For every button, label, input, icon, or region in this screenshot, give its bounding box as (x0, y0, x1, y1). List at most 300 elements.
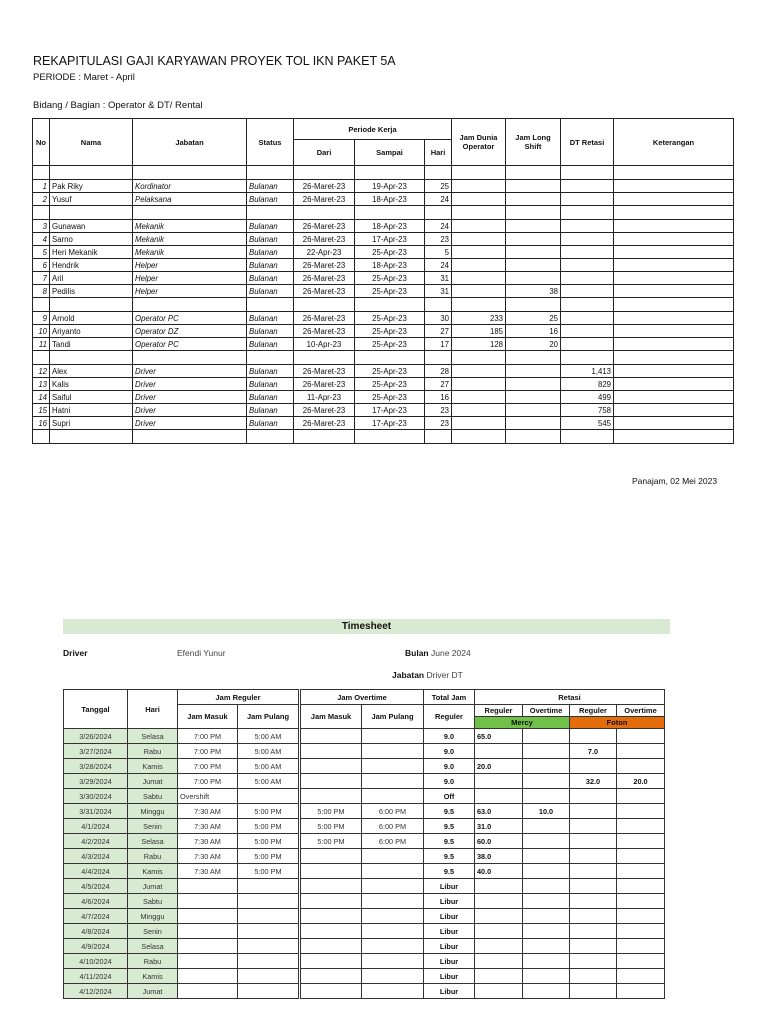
reg-masuk-cell: 7:30 AM (178, 864, 238, 879)
ts-header-foton: Foton (570, 717, 665, 729)
mercy-overtime-cell (523, 834, 570, 849)
jabatan-cell: Operator DZ (133, 325, 247, 338)
tanggal-cell: 4/9/2024 (64, 939, 128, 954)
ot-masuk-cell (300, 864, 362, 879)
ts-header-foton-reguler: Reguler (570, 705, 617, 717)
no-cell: 9 (33, 312, 50, 325)
hari-cell: 27 (425, 378, 452, 391)
dt-retasi-cell (561, 312, 614, 325)
ot-pulang-cell (362, 879, 424, 894)
timesheet-row (64, 939, 711, 954)
hari-cell: Senin (128, 819, 178, 834)
hari-cell: Kamis (128, 864, 178, 879)
no-cell (33, 298, 50, 312)
mercy-reguler-cell (475, 939, 523, 954)
table-row (33, 325, 734, 338)
jam-long-cell (506, 417, 561, 430)
foton-overtime-cell (617, 969, 665, 984)
status-cell: Bulanan (247, 233, 294, 246)
tanggal-cell: 3/30/2024 (64, 789, 128, 804)
ot-masuk-cell (300, 894, 362, 909)
timesheet-table-body (64, 729, 711, 999)
keterangan-cell (614, 272, 734, 285)
dt-retasi-cell (561, 325, 614, 338)
sampai-cell (355, 430, 425, 444)
reg-pulang-cell (238, 954, 300, 969)
tanggal-cell: 3/26/2024 (64, 729, 128, 744)
foton-overtime-cell (617, 834, 665, 849)
hari-cell: Selasa (128, 834, 178, 849)
dari-cell: 26-Maret-23 (294, 193, 355, 206)
status-cell: Bulanan (247, 259, 294, 272)
jabatan-cell: Operator PC (133, 312, 247, 325)
foton-reguler-cell (570, 849, 617, 864)
ot-pulang-cell (362, 969, 424, 984)
mercy-overtime-cell (523, 729, 570, 744)
jabatan-cell: Driver (133, 391, 247, 404)
driver-name: Efendi Yunur (177, 648, 226, 658)
table-row (33, 285, 734, 298)
mercy-overtime-cell (523, 774, 570, 789)
nama-cell (50, 351, 133, 365)
foton-overtime-cell (617, 789, 665, 804)
sampai-cell: 18-Apr-23 (355, 193, 425, 206)
ot-masuk-cell (300, 789, 362, 804)
foton-overtime-cell (617, 759, 665, 774)
mercy-reguler-cell: 31.0 (475, 819, 523, 834)
ts-header-ot-masuk: Jam Masuk (300, 705, 362, 729)
timesheet-row (64, 879, 711, 894)
foton-overtime-cell (617, 744, 665, 759)
reg-masuk-cell (178, 954, 238, 969)
keterangan-cell (614, 351, 734, 365)
ts-header-total-jam: Total Jam (424, 690, 475, 705)
keterangan-cell (614, 285, 734, 298)
no-cell: 2 (33, 193, 50, 206)
tanggal-cell: 3/28/2024 (64, 759, 128, 774)
nama-cell: Heri Mekanik (50, 246, 133, 259)
status-cell (247, 351, 294, 365)
foton-reguler-cell (570, 834, 617, 849)
foton-reguler-cell (570, 729, 617, 744)
dari-cell: 26-Maret-23 (294, 285, 355, 298)
timesheet-row (64, 954, 711, 969)
foton-overtime-cell: 20.0 (617, 774, 665, 789)
total-jam-cell: 9.5 (424, 804, 475, 819)
ot-masuk-cell (300, 879, 362, 894)
header-status: Status (247, 119, 294, 166)
ot-pulang-cell: 6:00 PM (362, 834, 424, 849)
timesheet-row (64, 924, 711, 939)
table-row (33, 193, 734, 206)
dt-retasi-cell (561, 193, 614, 206)
dt-retasi-cell: 758 (561, 404, 614, 417)
tanggal-cell: 4/12/2024 (64, 984, 128, 999)
reg-pulang-cell (238, 939, 300, 954)
total-jam-cell: 9.5 (424, 834, 475, 849)
ot-masuk-cell (300, 759, 362, 774)
no-cell (33, 351, 50, 365)
total-jam-cell: 9.0 (424, 774, 475, 789)
jabatan-cell: Mekanik (133, 220, 247, 233)
hari-cell: Rabu (128, 954, 178, 969)
jam-long-cell (506, 298, 561, 312)
mercy-overtime-cell (523, 894, 570, 909)
dari-cell (294, 430, 355, 444)
ts-header-jam-reguler: Jam Reguler (178, 690, 300, 705)
hari-cell: Selasa (128, 939, 178, 954)
nama-cell: Aril (50, 272, 133, 285)
sampai-cell: 25-Apr-23 (355, 246, 425, 259)
mercy-reguler-cell: 60.0 (475, 834, 523, 849)
ts-header-mercy-overtime: Overtime (523, 705, 570, 717)
timesheet-row (64, 834, 711, 849)
hari-cell: 24 (425, 220, 452, 233)
dari-cell: 10-Apr-23 (294, 338, 355, 351)
jam-dunia-cell (452, 180, 506, 193)
hari-cell: 31 (425, 285, 452, 298)
dt-retasi-cell (561, 220, 614, 233)
keterangan-cell (614, 193, 734, 206)
header-nama: Nama (50, 119, 133, 166)
mercy-overtime-cell: 10.0 (523, 804, 570, 819)
total-jam-cell: 9.0 (424, 759, 475, 774)
jabatan-cell: Mekanik (133, 233, 247, 246)
ts-header-hari: Hari (128, 690, 178, 729)
tanggal-cell: 4/11/2024 (64, 969, 128, 984)
table-row (33, 417, 734, 430)
no-cell (33, 166, 50, 180)
jam-long-cell: 16 (506, 325, 561, 338)
jabatan-cell: Driver (133, 378, 247, 391)
reg-masuk-cell (178, 879, 238, 894)
timesheet-title: Timesheet (63, 619, 670, 634)
total-jam-cell: Libur (424, 879, 475, 894)
bulan-field (405, 648, 471, 658)
jam-dunia-cell (452, 430, 506, 444)
dari-cell (294, 206, 355, 220)
reg-masuk-cell: 7:00 PM (178, 759, 238, 774)
dt-retasi-cell (561, 298, 614, 312)
sampai-cell: 25-Apr-23 (355, 365, 425, 378)
mercy-reguler-cell: 65.0 (475, 729, 523, 744)
reg-pulang-cell: 5:00 PM (238, 864, 300, 879)
jam-long-cell (506, 246, 561, 259)
ot-pulang-cell (362, 864, 424, 879)
sampai-cell: 25-Apr-23 (355, 285, 425, 298)
no-cell: 8 (33, 285, 50, 298)
timesheet-row (64, 849, 711, 864)
sampai-cell (355, 351, 425, 365)
ot-masuk-cell (300, 969, 362, 984)
ot-masuk-cell (300, 954, 362, 969)
status-cell (247, 166, 294, 180)
mercy-reguler-cell: 40.0 (475, 864, 523, 879)
mercy-overtime-cell (523, 759, 570, 774)
jam-long-cell (506, 233, 561, 246)
tanggal-cell: 4/10/2024 (64, 954, 128, 969)
nama-cell: Supri (50, 417, 133, 430)
timesheet-row (64, 744, 711, 759)
reg-pulang-cell (238, 789, 300, 804)
ot-masuk-cell (300, 774, 362, 789)
jam-dunia-cell (452, 365, 506, 378)
ot-pulang-cell (362, 954, 424, 969)
jabatan-cell: Kordinator (133, 180, 247, 193)
hari-cell (425, 298, 452, 312)
no-cell: 6 (33, 259, 50, 272)
jam-long-cell (506, 272, 561, 285)
status-cell: Bulanan (247, 246, 294, 259)
foton-overtime-cell (617, 729, 665, 744)
sampai-cell: 25-Apr-23 (355, 391, 425, 404)
timesheet-row (64, 759, 711, 774)
dari-cell: 22-Apr-23 (294, 246, 355, 259)
ot-masuk-cell (300, 924, 362, 939)
nama-cell: Arnold (50, 312, 133, 325)
total-jam-cell: Libur (424, 924, 475, 939)
mercy-reguler-cell (475, 789, 523, 804)
periode-text: PERIODE : Maret - April (33, 72, 135, 83)
foton-reguler-cell (570, 909, 617, 924)
sampai-cell (355, 298, 425, 312)
header-periode: Periode Kerja (294, 119, 452, 140)
reg-pulang-cell (238, 894, 300, 909)
reg-masuk-cell (178, 939, 238, 954)
mercy-reguler-cell (475, 879, 523, 894)
no-cell: 4 (33, 233, 50, 246)
foton-overtime-cell (617, 954, 665, 969)
jabatan-value: Driver DT (426, 670, 463, 680)
spacer-row (33, 430, 734, 444)
hari-cell: 16 (425, 391, 452, 404)
ts-header-total-reguler: Reguler (424, 705, 475, 729)
foton-overtime-cell (617, 924, 665, 939)
bidang-text: Bidang / Bagian : Operator & DT/ Rental (33, 100, 203, 111)
no-cell: 3 (33, 220, 50, 233)
hari-cell: 17 (425, 338, 452, 351)
nama-cell: Hendrik (50, 259, 133, 272)
header-dari: Dari (294, 140, 355, 166)
reg-pulang-cell (238, 984, 300, 999)
keterangan-cell (614, 338, 734, 351)
sampai-cell: 25-Apr-23 (355, 325, 425, 338)
dt-retasi-cell (561, 166, 614, 180)
jam-dunia-cell (452, 298, 506, 312)
jam-dunia-cell: 128 (452, 338, 506, 351)
dt-retasi-cell (561, 351, 614, 365)
dt-retasi-cell: 829 (561, 378, 614, 391)
hari-cell: 23 (425, 233, 452, 246)
ot-masuk-cell (300, 729, 362, 744)
tanggal-cell: 3/27/2024 (64, 744, 128, 759)
hari-cell: Selasa (128, 729, 178, 744)
sampai-cell: 17-Apr-23 (355, 417, 425, 430)
jam-long-cell: 38 (506, 285, 561, 298)
timesheet-row (64, 789, 711, 804)
reg-masuk-cell: 7:00 PM (178, 774, 238, 789)
status-cell (247, 298, 294, 312)
mercy-reguler-cell (475, 744, 523, 759)
jam-long-cell (506, 166, 561, 180)
nama-cell: Ariyanto (50, 325, 133, 338)
reg-masuk-cell: 7:30 AM (178, 819, 238, 834)
foton-overtime-cell (617, 939, 665, 954)
status-cell: Bulanan (247, 180, 294, 193)
total-jam-cell: Libur (424, 909, 475, 924)
sampai-cell: 17-Apr-23 (355, 233, 425, 246)
hari-cell (425, 430, 452, 444)
table-row (33, 404, 734, 417)
jam-dunia-cell (452, 272, 506, 285)
mercy-overtime-cell (523, 864, 570, 879)
status-cell (247, 430, 294, 444)
foton-reguler-cell (570, 804, 617, 819)
dt-retasi-cell: 1,413 (561, 365, 614, 378)
nama-cell: Hatni (50, 404, 133, 417)
hari-cell: Senin (128, 924, 178, 939)
ot-pulang-cell (362, 744, 424, 759)
foton-reguler-cell (570, 894, 617, 909)
ts-header-retasi: Retasi (475, 690, 665, 705)
ot-masuk-cell (300, 909, 362, 924)
foton-reguler-cell: 7.0 (570, 744, 617, 759)
mercy-overtime-cell (523, 789, 570, 804)
table-row (33, 312, 734, 325)
timesheet-row (64, 774, 711, 789)
mercy-overtime-cell (523, 849, 570, 864)
header-hari: Hari (425, 140, 452, 166)
reg-masuk-cell: 7:00 PM (178, 744, 238, 759)
dari-cell: 26-Maret-23 (294, 417, 355, 430)
timesheet-row (64, 894, 711, 909)
timesheet-row (64, 819, 711, 834)
no-cell: 15 (33, 404, 50, 417)
ot-masuk-cell: 5:00 PM (300, 834, 362, 849)
keterangan-cell (614, 378, 734, 391)
dari-cell: 26-Maret-23 (294, 233, 355, 246)
hari-cell: Minggu (128, 909, 178, 924)
keterangan-cell (614, 259, 734, 272)
signature-date: Panajam, 02 Mei 2023 (632, 476, 718, 486)
foton-reguler-cell (570, 759, 617, 774)
tanggal-cell: 4/3/2024 (64, 849, 128, 864)
status-cell: Bulanan (247, 404, 294, 417)
jabatan-label: Jabatan (392, 670, 425, 680)
ot-masuk-cell (300, 849, 362, 864)
jabatan-field (392, 670, 463, 680)
hari-cell: 30 (425, 312, 452, 325)
document-title: REKAPITULASI GAJI KARYAWAN PROYEK TOL IKN PAKET 5A (33, 54, 396, 68)
keterangan-cell (614, 365, 734, 378)
jam-long-cell (506, 220, 561, 233)
jam-dunia-cell (452, 220, 506, 233)
foton-overtime-cell (617, 864, 665, 879)
keterangan-cell (614, 325, 734, 338)
hari-cell: Rabu (128, 849, 178, 864)
nama-cell (50, 206, 133, 220)
dari-cell: 26-Maret-23 (294, 365, 355, 378)
table-row (33, 233, 734, 246)
hari-cell: 23 (425, 417, 452, 430)
table-row (33, 338, 734, 351)
status-cell: Bulanan (247, 220, 294, 233)
keterangan-cell (614, 298, 734, 312)
dari-cell (294, 298, 355, 312)
nama-cell: Sarno (50, 233, 133, 246)
ot-pulang-cell: 6:00 PM (362, 819, 424, 834)
dari-cell: 26-Maret-23 (294, 272, 355, 285)
mercy-overtime-cell (523, 984, 570, 999)
jam-dunia-cell (452, 378, 506, 391)
dt-retasi-cell (561, 430, 614, 444)
jabatan-cell (133, 430, 247, 444)
nama-cell: Pedilis (50, 285, 133, 298)
ts-header-reg-masuk: Jam Masuk (178, 705, 238, 729)
dt-retasi-cell (561, 180, 614, 193)
jabatan-cell: Operator PC (133, 338, 247, 351)
recap-table (32, 118, 734, 444)
jabatan-cell: Helper (133, 272, 247, 285)
total-jam-cell: 9.0 (424, 744, 475, 759)
status-cell: Bulanan (247, 378, 294, 391)
jam-dunia-cell (452, 391, 506, 404)
foton-reguler-cell (570, 954, 617, 969)
jam-dunia-cell (452, 206, 506, 220)
ts-header-ot-pulang: Jam Pulang (362, 705, 424, 729)
spacer-row (33, 351, 734, 365)
hari-cell: Sabtu (128, 789, 178, 804)
ot-masuk-cell (300, 744, 362, 759)
total-jam-cell: Libur (424, 939, 475, 954)
ot-pulang-cell (362, 759, 424, 774)
reg-masuk-cell: 7:30 AM (178, 834, 238, 849)
ot-pulang-cell (362, 894, 424, 909)
foton-overtime-cell (617, 984, 665, 999)
dt-retasi-cell (561, 285, 614, 298)
timesheet-table (63, 689, 711, 999)
hari-cell: 23 (425, 404, 452, 417)
timesheet-row (64, 729, 711, 744)
jam-dunia-cell (452, 193, 506, 206)
jam-long-cell (506, 365, 561, 378)
foton-overtime-cell (617, 894, 665, 909)
mercy-overtime-cell (523, 909, 570, 924)
ot-masuk-cell: 5:00 PM (300, 804, 362, 819)
tanggal-cell: 4/1/2024 (64, 819, 128, 834)
table-row (33, 378, 734, 391)
timesheet-row (64, 909, 711, 924)
dari-cell: 26-Maret-23 (294, 259, 355, 272)
jam-long-cell (506, 259, 561, 272)
foton-reguler-cell (570, 819, 617, 834)
jam-long-cell (506, 391, 561, 404)
no-cell: 12 (33, 365, 50, 378)
keterangan-cell (614, 180, 734, 193)
table-row (33, 220, 734, 233)
dari-cell (294, 351, 355, 365)
foton-reguler-cell (570, 969, 617, 984)
reg-pulang-cell (238, 924, 300, 939)
header-jabatan: Jabatan (133, 119, 247, 166)
jam-dunia-cell (452, 246, 506, 259)
tanggal-cell: 3/29/2024 (64, 774, 128, 789)
dari-cell: 26-Maret-23 (294, 325, 355, 338)
total-jam-cell: 9.0 (424, 729, 475, 744)
driver-label: Driver (63, 648, 88, 658)
dari-cell: 26-Maret-23 (294, 220, 355, 233)
jam-long-cell (506, 193, 561, 206)
